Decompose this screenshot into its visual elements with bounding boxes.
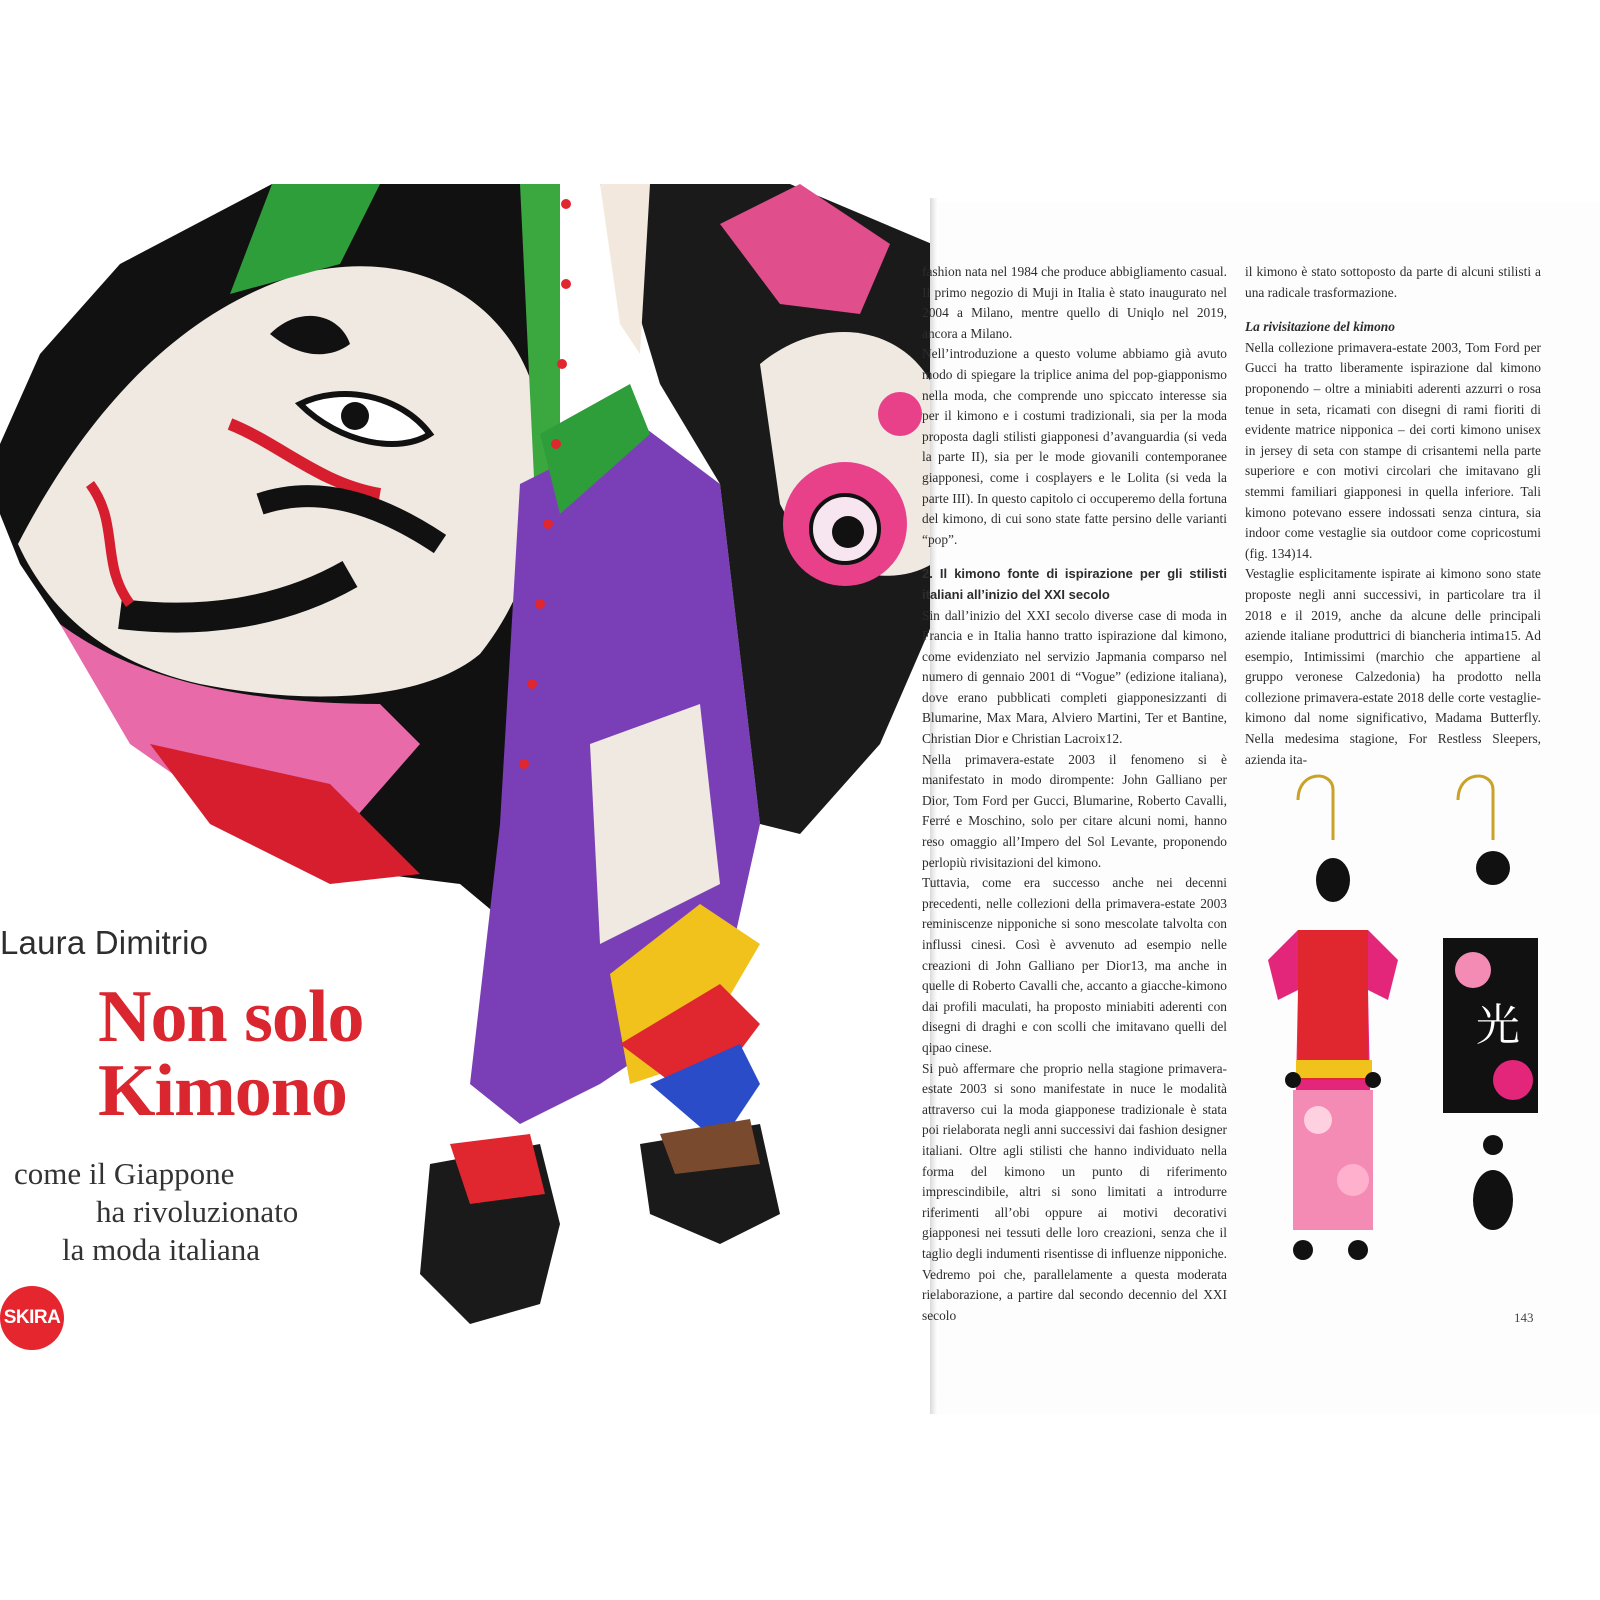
subtitle-line: la moda italiana [62, 1232, 260, 1267]
kanji-glyph: 光 [1476, 1000, 1520, 1051]
earrings-photo [1238, 760, 1548, 1280]
title-line: Non solo [98, 976, 364, 1058]
book-title [98, 976, 438, 1132]
text-column-2 [1245, 262, 1541, 770]
paragraph: fashion nata nel 1984 che produce abbigliamento casual. Il primo negozio di Muji in Italia è stato inaugurato nel 2004 a Milano, mentre quello di Uniqlo nel 2019, ancora a Milano. [922, 264, 1227, 341]
paragraph: Si può affermare che proprio nella stagione primavera-estate 2003 si sono manifestate in nuce le modalità attraverso cui la moda giapponese tradizionale è stata poi rielaborata negli anni successivi dai fashion designer italiani. Oltre agli stilisti che hanno individuato nella forma del kimono un punto di riferimento imprescindibile, altri si sono limitati a introdurre riferimenti all’obi oppure ai motivi decorativi giapponesi nei tessuti delle loro creazioni, senza che il taglio degli indumenti risentisse di influenze nipponiche. Vedremo poi che, parallelamente a questa moderata rielaborazione, a partire dal secondo decennio del XXI secolo [922, 1060, 1227, 1323]
paragraph: il kimono è stato sottoposto da parte di alcuni stilisti a una radicale trasformazione. [1245, 264, 1541, 300]
paragraph: Sin dall’inizio del XXI secolo diverse case di moda in Francia e in Italia hanno tratto ispirazione dal kimono, come evidenziato nel servizio Japmania comparso nel numero di gennaio 2001 di “Vogue” (edizione italiana), dove erano pubblicati completi giapponesizzanti di Blumarine, Max Mara, Alviero Martini, Ter et Bantine, Christian Dior e Christian Lacroix12. [922, 607, 1227, 747]
section-heading: 2. Il kimono fonte di ispirazione per gli stilisti italiani all’inizio del XXI secolo [922, 566, 1227, 602]
subtitle-line: ha rivoluzionato [96, 1194, 299, 1229]
publisher-logo: SKIRA [0, 1286, 64, 1350]
paragraph: Tuttavia, come era successo anche nei decenni precedenti, nelle collezioni della primavera-estate 2003 reminiscenze nipponiche si sono mescolate talvolta con influssi cinesi. Così è avvenuto ad esempio nelle creazioni di John Galliano per Dior13, ma anche in quelle di Roberto Cavalli che, accanto a giacche-kimono dai profili maculati, ha proposto miniabiti aderenti con disegni di draghi e con scolli che imitavano quelli del qipao cinese. [922, 875, 1227, 1055]
title-line: Kimono [98, 1050, 347, 1132]
text-column-1 [922, 262, 1227, 1326]
subsection-heading: La rivisitazione del kimono [1245, 319, 1395, 335]
paragraph: Vestaglie esplicitamente ispirate ai kimono sono state proposte negli anni successivi, in particolare tra il 2018 e il 2019, anche da alcune delle principali aziende italiane produttrici di biancheria intima15. Ad esempio, Intimissimi (marchio che appartiene al gruppo veronese Calzedonia) ha prodotto nella collezione primavera-estate 2018 delle corte vestaglie-kimono dal nome significativo, Madama Butterfly. Nella medesima stagione, For Restless Sleepers, azienda ita- [1245, 566, 1541, 767]
left-page [0, 184, 932, 1414]
subtitle-line: come il Giappone [14, 1156, 235, 1191]
author-name: Laura Dimitrio [0, 924, 209, 961]
paragraph: Nella primavera-estate 2003 il fenomeno si è manifestato in modo dirompente: John Galliano per Dior, Tom Ford per Gucci, Blumarine, Roberto Cavalli, Ferré e Moschino, solo per citare alcuni nomi, hanno reso omaggio all’Impero del Sol Levante, proponendo perlopiù rivisitazioni del kimono. [922, 751, 1227, 870]
page-number: 143 [1514, 1310, 1534, 1325]
paragraph: Nell’introduzione a questo volume abbiamo già avuto modo di spiegare la triplice anima del pop-giapponismo nella moda, che comprende uno spiccato interesse sia per il kimono e i costumi tradizionali, sia per la moda proposta dagli stilisti giapponesi d’avanguardia (si veda la parte II), sia per le mode giovanili contemporanee giapponesi, come i cosplayers e le Lolita (si veda la parte III). In questo capitolo ci occuperemo della fortuna del kimono, di cui sono state fatte persino delle varianti “pop”. [922, 346, 1227, 547]
paragraph: Nella collezione primavera-estate 2003, Tom Ford per Gucci ha tratto liberamente ispirazione dal kimono proponendo – oltre a miniabiti aderenti azzurri o rosa tenue in seta, ricamati con disegni di rami fioriti di evidente matrice nipponica – dei corti kimono unisex in jersey di seta con stampe di crisantemi nella parte superiore e con motivi circolari che imitavano gli stemmi familiari giapponesi in quella inferiore. Tali kimono potevano essere indossati senza cintura, sia indoor come vestaglie sia outdoor come copricostumi (fig. 134)14. [1245, 339, 1541, 561]
